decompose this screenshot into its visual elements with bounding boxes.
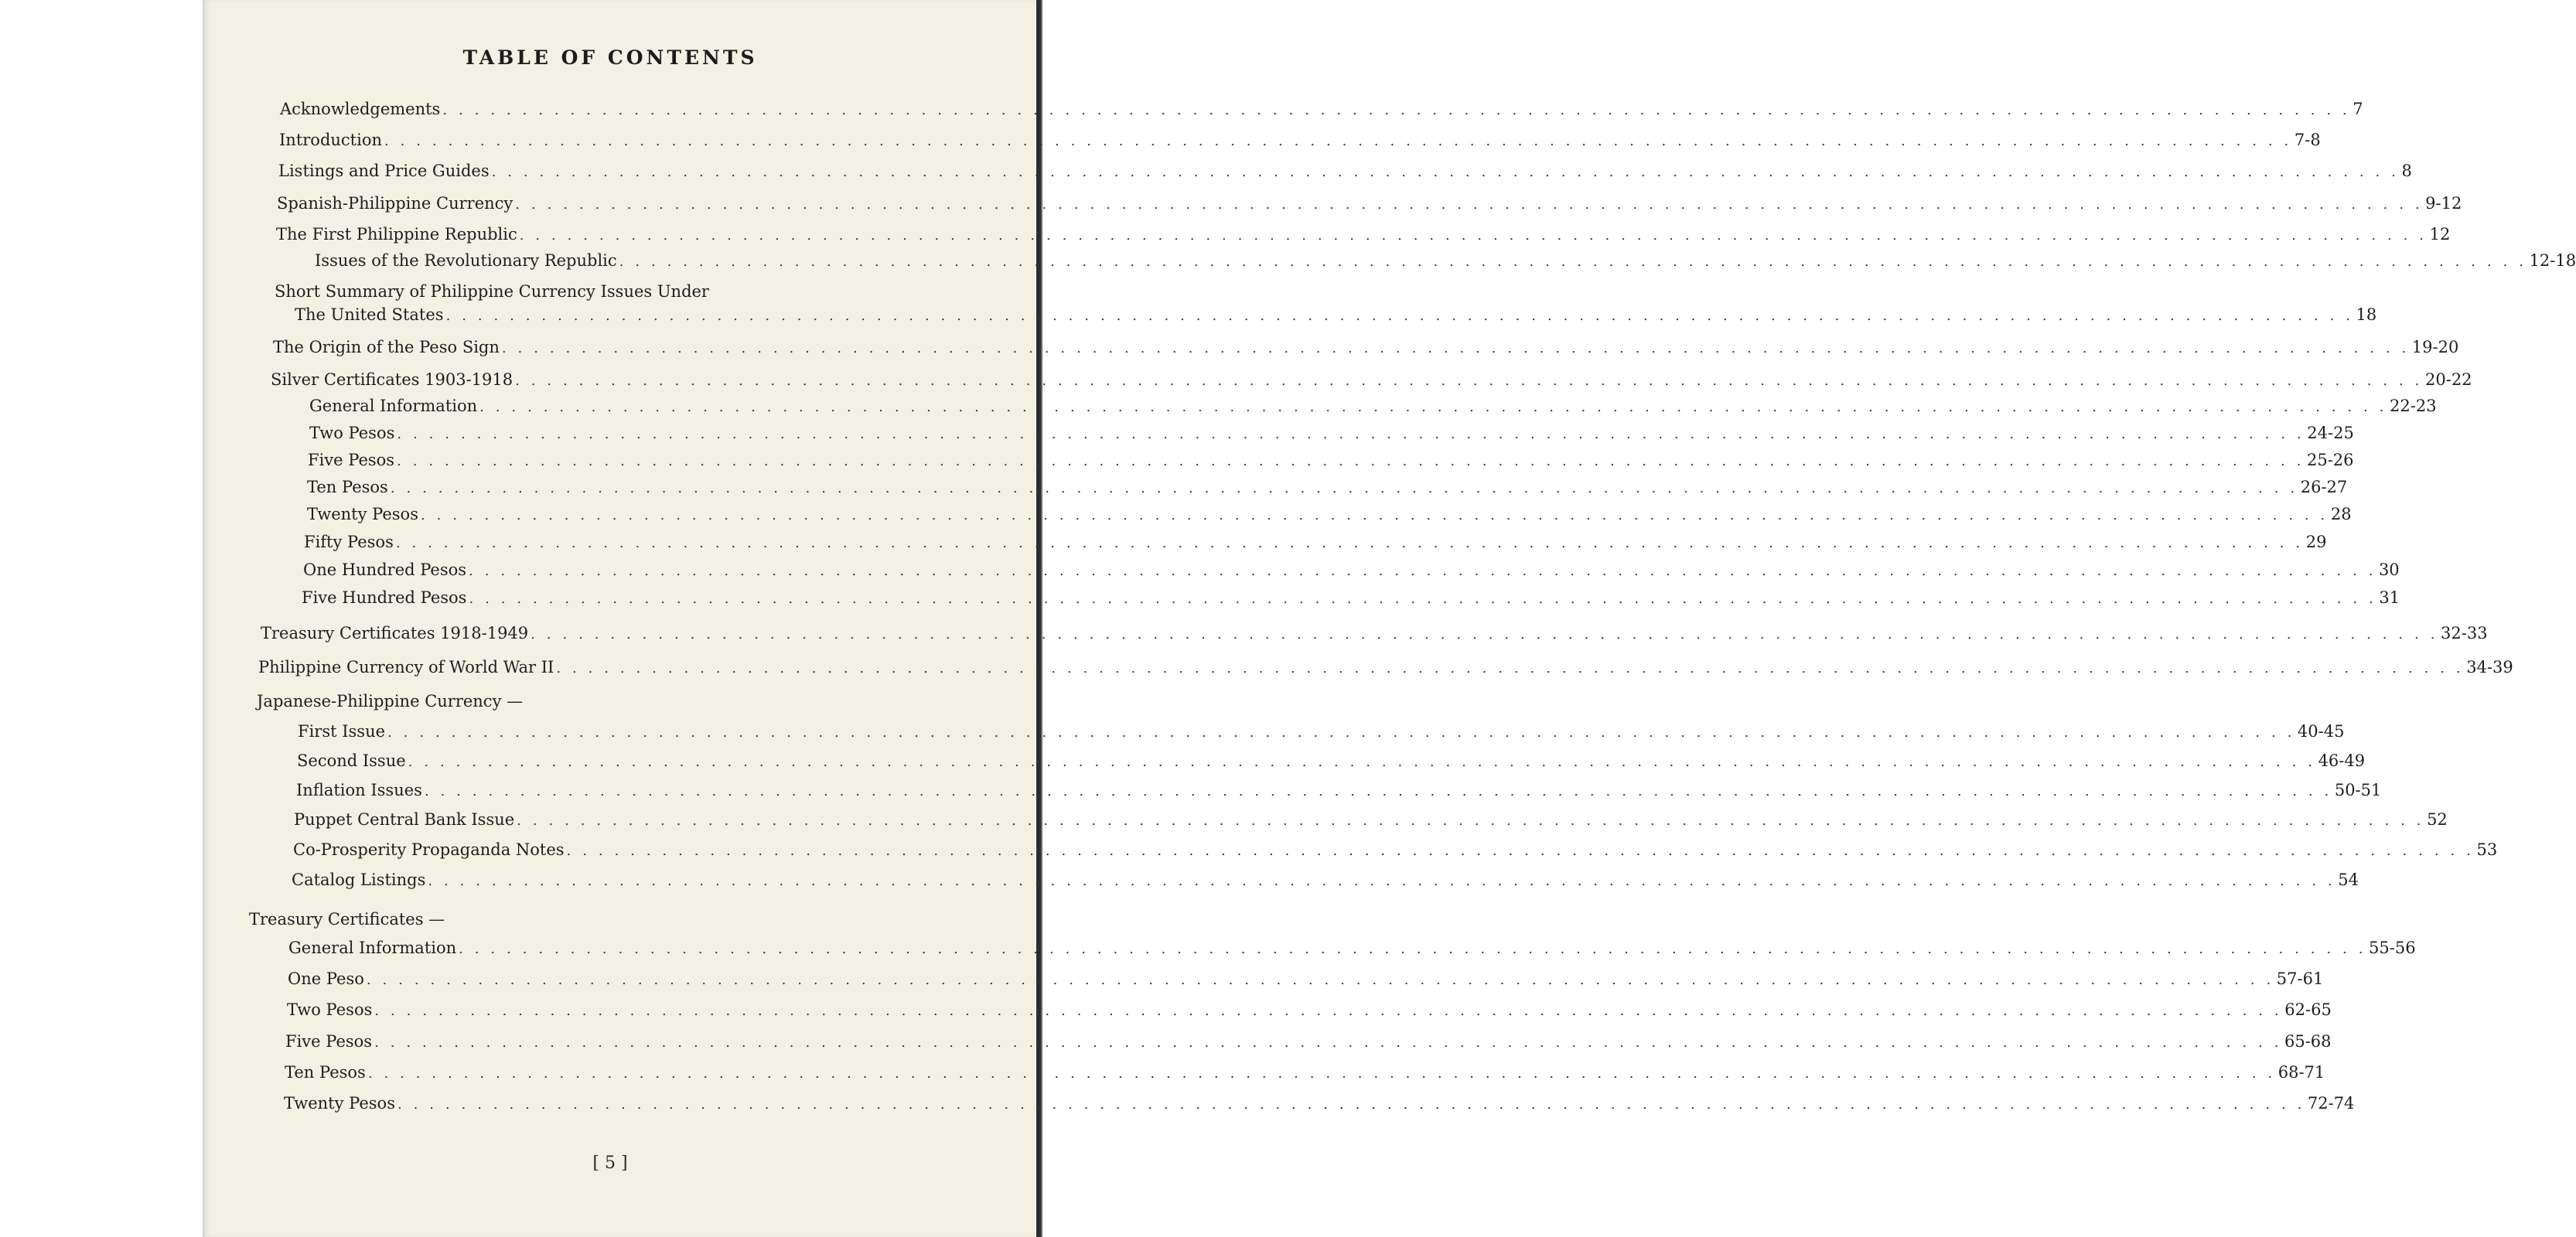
toc-entry-page: 20-22 xyxy=(2425,370,2472,389)
toc-entry-page: 57-61 xyxy=(2276,969,2324,988)
toc-entry-label: Issues of the Revolutionary Republic xyxy=(315,251,617,270)
toc-entry-label: Two Pesos xyxy=(309,424,395,442)
toc-heading: Treasury Certificates — xyxy=(249,910,445,929)
toc-entry-label: Two Pesos xyxy=(287,1000,373,1019)
toc-entry-label: Ten Pesos xyxy=(307,478,388,496)
toc-entry-label: Catalog Listings xyxy=(292,871,426,889)
toc-entry-label: Fifty Pesos xyxy=(304,533,394,551)
toc-entry-label: The Origin of the Peso Sign xyxy=(273,338,500,356)
toc-entry xyxy=(309,423,2354,445)
dot-leader: . . . . . . . . . . . . . . . . . . . . . . . . . . . . . . . . . . . . . . . . . . . . . . . . . . . . . . . . . . . . . . . . . . . . . . . . . . . . . . . . . . . . . . . . . . . . . . . . . . . . . . . . . . . . . . . . . . . . . . . . xyxy=(442,102,2351,118)
dot-leader: . . . . . . . . . . . . . . . . . . . . . . . . . . . . . . . . . . . . . . . . . . . . . . . . . . . . . . . . . . . . . . . . . . . . . . . . . . . . . . . . . . . . . . . . . . . . . . . . . . . . . . . . . . . . . . . . . . . . . . . . xyxy=(420,507,2329,523)
toc-entry-page: 30 xyxy=(2378,561,2400,579)
toc-entry-page: 19-20 xyxy=(2411,338,2459,356)
dot-leader: . . . . . . . . . . . . . . . . . . . . . . . . . . . . . . . . . . . . . . . . . . . . . . . . . . . . . . . . . . . . . . . . . . . . . . . . . . . . . . . . . . . . . . . . . . . . . . . . . . . . . . . . . . . . . . . . . . . . . . . . xyxy=(397,1096,2305,1113)
toc-entry-page: 65-68 xyxy=(2284,1032,2332,1051)
toc-entry-label: General Information xyxy=(288,939,457,957)
dot-leader: . . . . . . . . . . . . . . . . . . . . . . . . . . . . . . . . . . . . . . . . . . . . . . . . . . . . . . . . . . . . . . . . . . . . . . . . . . . . . . . . . . . . . . . . . . . . . . . . . . . . . . . . . . . . . . . . . . . . . . . . xyxy=(387,724,2295,741)
dot-leader: . . . . . . . . . . . . . . . . . . . . . . . . . . . . . . . . . . . . . . . . . . . . . . . . . . . . . . . . . . . . . . . . . . . . . . . . . . . . . . . . . . . . . . . . . . . . . . . . . . . . . . . . . . . . . . . . . . . . . . . . xyxy=(469,563,2376,579)
toc-entry-label: One Hundred Pesos xyxy=(303,561,467,579)
toc-entry-page: 25-26 xyxy=(2306,451,2354,469)
toc-entry-label: Twenty Pesos xyxy=(307,505,418,523)
toc-entry-page: 40-45 xyxy=(2297,722,2345,741)
toc-entry-page: 72-74 xyxy=(2307,1094,2355,1113)
toc-entry xyxy=(258,657,2513,679)
dot-leader: . . . . . . . . . . . . . . . . . . . . . . . . . . . . . . . . . . . . . . . . . . . . . . . . . . . . . . . . . . . . . . . . . . . . . . . . . . . . . . . . . . . . . . . . . . . . . . . . . . . . . . . . . . . . . . . . . . . . . . . . xyxy=(384,133,2292,149)
toc-entry-page: 18 xyxy=(2356,305,2377,324)
dot-leader: . . . . . . . . . . . . . . . . . . . . . . . . . . . . . . . . . . . . . . . . . . . . . . . . . . . . . . . . . . . . . . . . . . . . . . . . . . . . . . . . . . . . . . . . . . . . . . . . . . . . . . . . . . . . . . . . . . . . . . . . xyxy=(397,426,2305,442)
toc-entry xyxy=(307,477,2348,499)
toc-entry-page: 8 xyxy=(2401,162,2412,180)
dot-leader: . . . . . . . . . . . . . . . . . . . . . . . . . . . . . . . . . . . . . . . . . . . . . . . . . . . . . . . . . . . . . . . . . . . . . . . . . . . . . . . . . . . . . . . . . . . . . . . . . . . . . . . . . . . . . . . . . . . . . . . . xyxy=(479,399,2388,415)
toc-entry xyxy=(294,809,2448,831)
toc-entry-page: 54 xyxy=(2338,871,2359,889)
toc-entry-label: Treasury Certificates 1918-1949 xyxy=(261,624,529,642)
toc-entry-label: Spanish-Philippine Currency xyxy=(277,194,513,213)
toc-entry-label: The United States xyxy=(295,305,444,324)
dot-leader: . . . . . . . . . . . . . . . . . . . . . . . . . . . . . . . . . . . . . . . . . . . . . . . . . . . . . . . . . . . . . . . . . . . . . . . . . . . . . . . . . . . . . . . . . . . . . . . . . . . . . . . . . . . . . . . . . . . . . . . . xyxy=(395,535,2304,551)
toc-entry-label: General Information xyxy=(309,397,478,415)
toc-entry xyxy=(279,130,2321,152)
toc-entry-label: Ten Pesos xyxy=(285,1063,366,1082)
dot-leader: . . . . . . . . . . . . . . . . . . . . . . . . . . . . . . . . . . . . . . . . . . . . . . . . . . . . . . . . . . . . . . . . . . . . . . . . . . . . . . . . . . . . . . . . . . . . . . . . . . . . . . . . . . . . . . . . . . . . . . . . xyxy=(491,164,2400,180)
dot-leader: . . . . . . . . . . . . . . . . . . . . . . . . . . . . . . . . . . . . . . . . . . . . . . . . . . . . . . . . . . . . . . . . . . . . . . . . . . . . . . . . . . . . . . . . . . . . . . . . . . . . . . . . . . . . . . . . . . . . . . . . xyxy=(515,196,2424,213)
toc-entry-page: 62-65 xyxy=(2284,1000,2332,1019)
page-number: [ 5 ] xyxy=(592,1154,628,1173)
dot-leader: . . . . . . . . . . . . . . . . . . . . . . . . . . . . . . . . . . . . . . . . . . . . . . . . . . . . . . . . . . . . . . . . . . . . . . . . . . . . . . . . . . . . . . . . . . . . . . . . . . . . . . . . . . . . . . . . . . . . . . . . xyxy=(374,1003,2283,1019)
toc-entry xyxy=(309,396,2437,417)
toc-entry xyxy=(276,224,2451,246)
toc-entry-page: 28 xyxy=(2330,505,2352,523)
toc-entry xyxy=(296,780,2382,802)
toc-entry xyxy=(288,969,2324,990)
toc-entry xyxy=(297,751,2366,772)
toc-entry-label: Introduction xyxy=(279,131,382,149)
dot-leader: . . . . . . . . . . . . . . . . . . . . . . . . . . . . . . . . . . . . . . . . . . . . . . . . . . . . . . . . . . . . . . . . . . . . . . . . . . . . . . . . . . . . . . . . . . . . . . . . . . . . . . . . . . . . . . . . . . . . . . . . xyxy=(374,1034,2282,1051)
toc-entry xyxy=(284,1093,2355,1115)
toc-entry-label: Five Hundred Pesos xyxy=(302,588,467,607)
toc-entry-page: 31 xyxy=(2379,588,2400,607)
toc-entry xyxy=(261,623,2488,645)
dot-leader: . . . . . . . . . . . . . . . . . . . . . . . . . . . . . . . . . . . . . . . . . . . . . . . . . . . . . . . . . . . . . . . . . . . . . . . . . . . . . . . . . . . . . . . . . . . . . . . . . . . . . . . . . . . . . . . . . . . . . . . . xyxy=(517,813,2425,829)
toc-entry-label: Five Pesos xyxy=(308,451,395,469)
toc-entry-label: Five Pesos xyxy=(285,1032,373,1051)
toc-heading: Japanese-Philippine Currency — xyxy=(257,692,524,711)
toc-entry xyxy=(302,588,2400,609)
toc-entry xyxy=(271,370,2472,391)
toc-entry-label: Inflation Issues xyxy=(296,781,422,799)
dot-leader: . . . . . . . . . . . . . . . . . . . . . . . . . . . . . . . . . . . . . . . . . . . . . . . . . . . . . . . . . . . . . . . . . . . . . . . . . . . . . . . . . . . . . . . . . . . . . . . . . . . . . . . . . . . . . . . . . . . . . . . . xyxy=(428,873,2336,889)
toc-entry-label: Silver Certificates 1903-1918 xyxy=(271,370,513,389)
dot-leader: . . . . . . . . . . . . . . . . . . . . . . . . . . . . . . . . . . . . . . . . . . . . . . . . . . . . . . . . . . . . . . . . . . . . . . . . . . . . . . . . . . . . . . . . . . . . . . . . . . . . . . . . . . . . . . . . . . . . . . . . xyxy=(469,591,2377,607)
toc-entry xyxy=(287,1000,2332,1021)
toc-entry-label: Twenty Pesos xyxy=(284,1094,395,1113)
toc-entry-page: 53 xyxy=(2476,840,2498,859)
toc-entry xyxy=(278,161,2412,182)
toc-entry xyxy=(277,193,2462,215)
dot-leader: . . . . . . . . . . . . . . . . . . . . . . . . . . . . . . . . . . . . . . . . . . . . . . . . . . . . . . . . . . . . . . . . . . . . . . . . . . . . . . . . . . . . . . . . . . . . . . . . . . . . . . . . . . . . . . . . . . . . . . . . xyxy=(367,1065,2276,1082)
dot-leader: . . . . . . . . . . . . . . . . . . . . . . . . . . . . . . . . . . . . . . . . . . . . . . . . . . . . . . . . . . . . . . . . . . . . . . . . . . . . . . . . . . . . . . . . . . . . . . . . . . . . . . . . . . . . . . . . . . . . . . . . xyxy=(445,308,2354,324)
toc-entry xyxy=(285,1062,2325,1084)
toc-entry xyxy=(295,305,2377,326)
dot-leader: . . . . . . . . . . . . . . . . . . . . . . . . . . . . . . . . . . . . . . . . . . . . . . . . . . . . . . . . . . . . . . . . . . . . . . . . . . . . . . . . . . . . . . . . . . . . . . . . . . . . . . . . . . . . . . . . . . . . . . . . xyxy=(390,480,2298,496)
toc-entry-page: 9-12 xyxy=(2425,194,2462,213)
dot-leader: . . . . . . . . . . . . . . . . . . . . . . . . . . . . . . . . . . . . . . . . . . . . . . . . . . . . . . . . . . . . . . . . . . . . . . . . . . . . . . . . . . . . . . . . . . . . . . . . . . . . . . . . . . . . . . . . . . . . . . . . xyxy=(566,843,2475,859)
toc-entry xyxy=(298,721,2345,743)
toc-entry xyxy=(304,532,2327,554)
dot-leader: . . . . . . . . . . . . . . . . . . . . . . . . . . . . . . . . . . . . . . . . . . . . . . . . . . . . . . . . . . . . . . . . . . . . . . . . . . . . . . . . . . . . . . . . . . . . . . . . . . . . . . . . . . . . . . . . . . . . . . . . xyxy=(515,373,2423,389)
toc-entry-label: Puppet Central Bank Issue xyxy=(294,810,515,829)
dot-leader: . . . . . . . . . . . . . . . . . . . . . . . . . . . . . . . . . . . . . . . . . . . . . . . . . . . . . . . . . . . . . . . . . . . . . . . . . . . . . . . . . . . . . . . . . . . . . . . . . . . . . . . . . . . . . . . . . . . . . . . . xyxy=(408,754,2316,770)
dot-leader: . . . . . . . . . . . . . . . . . . . . . . . . . . . . . . . . . . . . . . . . . . . . . . . . . . . . . . . . . . . . . . . . . . . . . . . . . . . . . . . . . . . . . . . . . . . . . . . . . . . . . . . . . . . . . . . . . . . . . . . . xyxy=(619,254,2527,270)
toc-entry xyxy=(280,99,2363,121)
toc-entry-label: Acknowledgements xyxy=(280,100,441,118)
toc-entry-page: 55-56 xyxy=(2369,939,2416,957)
toc-entry-page: 22-23 xyxy=(2390,397,2437,415)
toc-heading: Short Summary of Philippine Currency Issues Under xyxy=(275,282,709,301)
dot-leader: . . . . . . . . . . . . . . . . . . . . . . . . . . . . . . . . . . . . . . . . . . . . . . . . . . . . . . . . . . . . . . . . . . . . . . . . . . . . . . . . . . . . . . . . . . . . . . . . . . . . . . . . . . . . . . . . . . . . . . . . xyxy=(424,783,2332,799)
toc-entry xyxy=(293,840,2498,861)
toc-entry-page: 29 xyxy=(2305,533,2327,551)
toc-entry-label: First Issue xyxy=(298,722,386,741)
toc-entry xyxy=(288,938,2416,959)
toc-entry-page: 52 xyxy=(2427,810,2448,829)
dot-leader: . . . . . . . . . . . . . . . . . . . . . . . . . . . . . . . . . . . . . . . . . . . . . . . . . . . . . . . . . . . . . . . . . . . . . . . . . . . . . . . . . . . . . . . . . . . . . . . . . . . . . . . . . . . . . . . . . . . . . . . . xyxy=(501,340,2410,356)
toc-entry-label: Philippine Currency of World War II xyxy=(258,658,554,676)
toc-entry xyxy=(303,560,2400,581)
toc-entry-label: Co-Prosperity Propaganda Notes xyxy=(293,840,565,859)
toc-entry-page: 50-51 xyxy=(2334,781,2382,799)
dot-leader: . . . . . . . . . . . . . . . . . . . . . . . . . . . . . . . . . . . . . . . . . . . . . . . . . . . . . . . . . . . . . . . . . . . . . . . . . . . . . . . . . . . . . . . . . . . . . . . . . . . . . . . . . . . . . . . . . . . . . . . . xyxy=(459,941,2367,957)
toc-entry-page: 12 xyxy=(2429,225,2451,244)
toc-entry-label: The First Philippine Republic xyxy=(276,225,517,244)
toc-entry-page: 46-49 xyxy=(2318,751,2366,770)
toc-entry-page: 32-33 xyxy=(2441,624,2488,642)
toc-entry-page: 7 xyxy=(2353,100,2363,118)
toc-entry-label: One Peso xyxy=(288,969,364,988)
dot-leader: . . . . . . . . . . . . . . . . . . . . . . . . . . . . . . . . . . . . . . . . . . . . . . . . . . . . . . . . . . . . . . . . . . . . . . . . . . . . . . . . . . . . . . . . . . . . . . . . . . . . . . . . . . . . . . . . . . . . . . . . xyxy=(366,972,2274,988)
toc-entry-label: Second Issue xyxy=(297,751,406,770)
toc-entry-page: 12-18 xyxy=(2529,251,2576,270)
toc-entry-label: Listings and Price Guides xyxy=(278,162,490,180)
toc-entry xyxy=(292,870,2359,891)
toc-entry xyxy=(315,250,2576,272)
dot-leader: . . . . . . . . . . . . . . . . . . . . . . . . . . . . . . . . . . . . . . . . . . . . . . . . . . . . . . . . . . . . . . . . . . . . . . . . . . . . . . . . . . . . . . . . . . . . . . . . . . . . . . . . . . . . . . . . . . . . . . . . xyxy=(397,453,2305,469)
toc-entry xyxy=(285,1031,2332,1053)
toc-entry-page: 7-8 xyxy=(2294,131,2321,149)
toc-entry xyxy=(273,337,2459,359)
toc-entry-page: 26-27 xyxy=(2300,478,2348,496)
dot-leader: . . . . . . . . . . . . . . . . . . . . . . . . . . . . . . . . . . . . . . . . . . . . . . . . . . . . . . . . . . . . . . . . . . . . . . . . . . . . . . . . . . . . . . . . . . . . . . . . . . . . . . . . . . . . . . . . . . . . . . . . xyxy=(556,660,2465,676)
toc-entry xyxy=(307,504,2352,526)
toc-entry-page: 68-71 xyxy=(2277,1063,2325,1082)
page-title: TABLE OF CONTENTS xyxy=(462,46,758,69)
dot-leader: . . . . . . . . . . . . . . . . . . . . . . . . . . . . . . . . . . . . . . . . . . . . . . . . . . . . . . . . . . . . . . . . . . . . . . . . . . . . . . . . . . . . . . . . . . . . . . . . . . . . . . . . . . . . . . . . . . . . . . . . xyxy=(531,626,2439,642)
dot-leader: . . . . . . . . . . . . . . . . . . . . . . . . . . . . . . . . . . . . . . . . . . . . . . . . . . . . . . . . . . . . . . . . . . . . . . . . . . . . . . . . . . . . . . . . . . . . . . . . . . . . . . . . . . . . . . . . . . . . . . . . xyxy=(519,227,2428,244)
toc-entry-page: 24-25 xyxy=(2307,424,2354,442)
toc-entry-page: 34-39 xyxy=(2466,658,2513,676)
toc-entry xyxy=(308,450,2354,472)
